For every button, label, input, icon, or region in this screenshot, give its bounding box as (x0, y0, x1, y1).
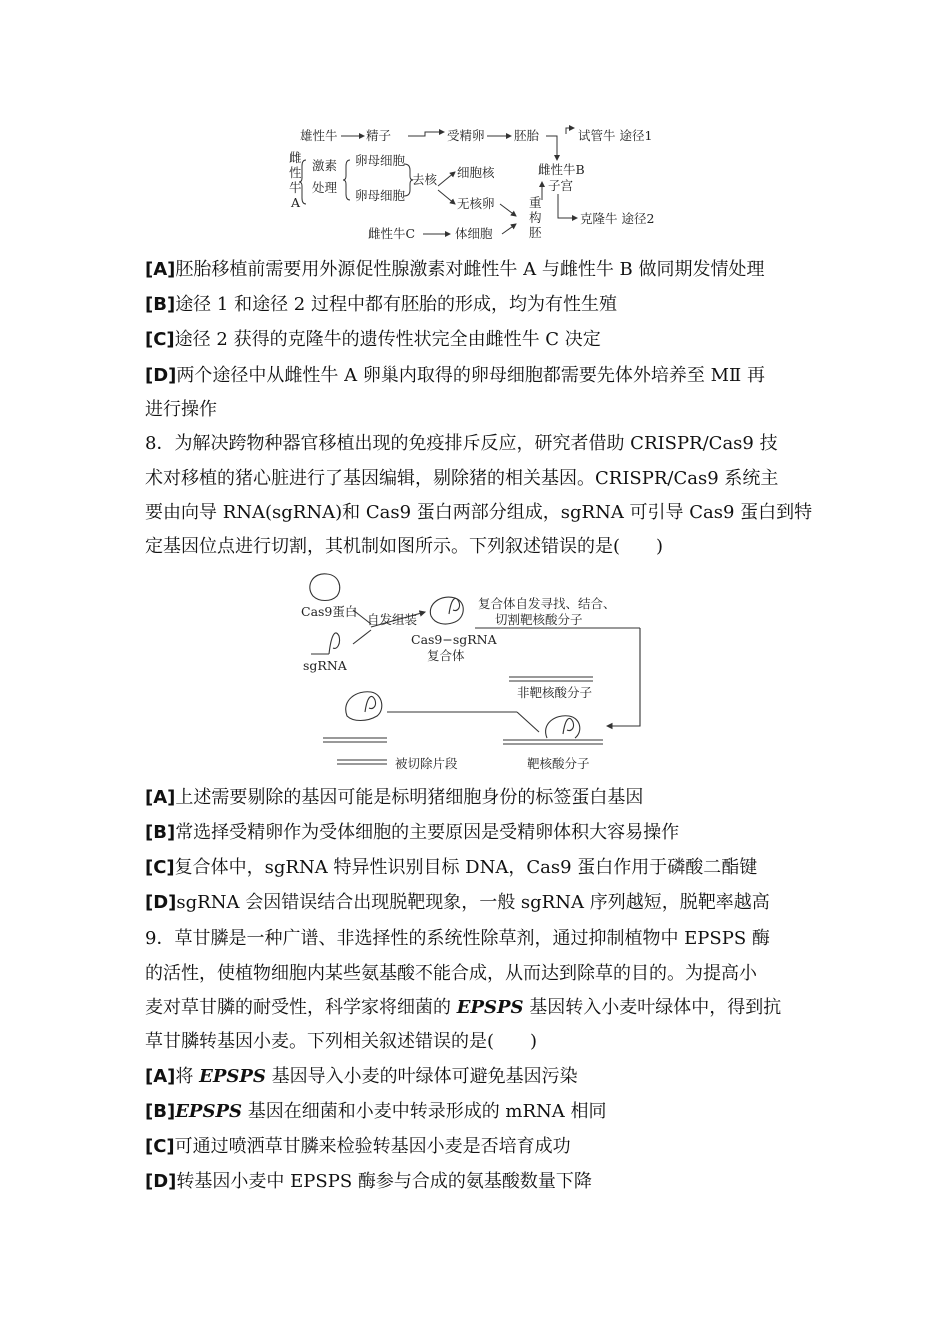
crispr-mechanism-diagram (295, 566, 655, 776)
q8-stem-line-3: 要由向导 RNA(sgRNA)和 Cas9 蛋白两部分组成，sgRNA 可引导 Cas9 蛋白到特 (145, 502, 813, 523)
label-somatic-cell: 体细胞 (455, 226, 493, 241)
label-female-a2: 性 (289, 165, 302, 180)
q9-option-c[interactable] (145, 1135, 571, 1159)
label-female-a4: A (291, 195, 301, 210)
sgrna-shape (311, 633, 340, 654)
q9-stem-line-3-a: 麦对草甘膦的耐受性，科学家将细菌的 (145, 997, 457, 1018)
q8-option-b-label: [B] (145, 822, 176, 843)
label-sperm: 精子 (366, 128, 392, 143)
label-cas9: Cas9蛋白 (301, 604, 358, 619)
label-male: 雄性牛 (300, 128, 338, 143)
q7-option-b[interactable] (145, 293, 617, 317)
q7-option-b-text: 途径 1 和途径 2 过程中都有胚胎的形成，均为有性生殖 (175, 294, 617, 315)
label-embryo: 胚胎 (514, 128, 540, 143)
label-assemble: 自发组装 (367, 612, 418, 627)
q9-option-a-post: 基因导入小麦的叶绿体可避免基因污染 (265, 1066, 578, 1087)
cas9-protein-shape (310, 574, 340, 601)
q9-stem-line-2: 的活性，使植物细胞内某些氨基酸不能合成，从而达到除草的目的。为提高小 (145, 963, 757, 984)
label-cut-fragment: 被切除片段 (395, 756, 458, 771)
label-complex-2: 复合体 (427, 648, 465, 663)
q9-option-b-gene: EPSPS (175, 1101, 242, 1122)
label-uterus: 子宫 (548, 178, 574, 193)
q9-option-c-text: 可通过喷洒草甘膦来检验转基因小麦是否培育成功 (174, 1136, 571, 1157)
label-female-b: 雌性牛B (538, 162, 585, 177)
q7-option-d[interactable] (145, 364, 765, 388)
q8-stem-line-2: 术对移植的猪心脏进行了基因编辑，剔除猪的相关基因。CRISPR/Cas9 系统主 (145, 468, 779, 489)
target-dna-shape (503, 716, 603, 744)
q9-option-b-post: 基因在细菌和小麦中转录形成的 mRNA 相同 (241, 1101, 607, 1122)
label-female-a1: 雌 (289, 150, 302, 165)
q9-stem-line-1: 9．草甘膦是一种广谱、非选择性的系统性除草剂，通过抑制植物中 EPSPS 酶 (145, 928, 770, 949)
label-enucleated-egg: 无核卵 (457, 196, 495, 211)
q9-option-c-label: [C] (145, 1136, 175, 1157)
q8-option-a-text: 上述需要剔除的基因可能是标明猪细胞身份的标签蛋白基因 (175, 787, 644, 808)
label-egg-1: 卵母细胞 (355, 153, 406, 168)
q7-option-d-label: [D] (145, 365, 177, 386)
q7-option-c[interactable] (145, 328, 601, 352)
q7-option-a[interactable] (145, 258, 765, 282)
label-denucleate: 去核 (412, 172, 438, 187)
q8-option-b-text: 常选择受精卵作为受体细胞的主要原因是受精卵体积大容易操作 (175, 822, 680, 843)
q8-option-d-text: sgRNA 会因错误结合出现脱靶现象，一般 sgRNA 序列越短，脱靶率越高 (176, 892, 770, 913)
q7-option-c-label: [C] (145, 329, 175, 350)
cloning-pathway-diagram (280, 120, 700, 250)
q9-option-a-pre: 将 (175, 1066, 200, 1087)
q9-option-b[interactable] (145, 1100, 607, 1124)
q8-option-a-label: [A] (145, 787, 176, 808)
label-search-1: 复合体自发寻找、结合、 (478, 596, 616, 611)
q8-option-c[interactable] (145, 856, 757, 880)
q9-stem-line-4: 草甘膦转基因小麦。下列相关叙述错误的是( ) (145, 1031, 538, 1052)
label-ivf-cow: 试管牛 途径1 (578, 128, 653, 143)
q8-option-a[interactable] (145, 786, 643, 810)
q9-stem-line-3-b: 基因转入小麦叶绿体中，得到抗 (523, 997, 782, 1018)
q8-option-c-label: [C] (145, 857, 175, 878)
q8-option-d[interactable] (145, 891, 770, 915)
label-sgrna: sgRNA (303, 658, 347, 673)
label-zygote: 受精卵 (447, 128, 485, 143)
q9-stem-line-3 (145, 996, 781, 1020)
q8-stem-line-1: 8．为解决跨物种器官移植出现的免疫排斥反应，研究者借助 CRISPR/Cas9 技 (145, 433, 778, 454)
q8-option-b[interactable] (145, 821, 679, 845)
q7-option-c-text: 途径 2 获得的克隆牛的遗传性状完全由雌性牛 C 决定 (174, 329, 601, 350)
q9-option-d-label: [D] (145, 1171, 177, 1192)
q8-option-c-text: 复合体中，sgRNA 特异性识别目标 DNA，Cas9 蛋白作用于磷酸二酯键 (174, 857, 758, 878)
q9-option-b-label: [B] (145, 1101, 176, 1122)
q7-option-a-label: [A] (145, 259, 176, 280)
label-treat: 处理 (312, 180, 338, 195)
q9-option-a-gene: EPSPS (199, 1066, 266, 1087)
q7-option-d-text: 两个途径中从雌性牛 A 卵巢内取得的卵母细胞都需要先体外培养至 MⅡ 再 (176, 365, 765, 386)
q8-option-d-label: [D] (145, 892, 177, 913)
label-female-c: 雌性牛C (368, 226, 416, 241)
label-recon-2: 构 (529, 210, 542, 225)
q7-option-b-label: [B] (145, 294, 176, 315)
q8-stem-line-4: 定基因位点进行切割，其机制如图所示。下列叙述错误的是( ) (145, 536, 664, 557)
q9-option-a-label: [A] (145, 1066, 176, 1087)
q7-option-d-continued: 进行操作 (145, 399, 217, 420)
label-hormone: 激素 (312, 158, 338, 173)
non-target-dna-shape (509, 677, 593, 681)
label-complex-1: Cas9−sgRNA (411, 632, 497, 647)
label-nucleus: 细胞核 (457, 165, 495, 180)
cut-fragment-shape (337, 760, 387, 764)
label-target: 靶核酸分子 (527, 756, 590, 771)
q9-stem-gene: EPSPS (456, 997, 524, 1018)
cut-complex-shape (346, 692, 382, 721)
label-recon-3: 胚 (529, 225, 542, 240)
label-female-a3: 牛 (289, 180, 302, 195)
label-recon-1: 重 (529, 195, 542, 210)
label-clone-cow: 克隆牛 途径2 (580, 211, 655, 226)
q9-option-d-text: 转基因小麦中 EPSPS 酶参与合成的氨基酸数量下降 (176, 1171, 592, 1192)
label-egg-2: 卵母细胞 (355, 188, 406, 203)
q9-option-d[interactable] (145, 1170, 592, 1194)
q7-option-a-text: 胚胎移植前需要用外源促性腺激素对雌性牛 A 与雌性牛 B 做同期发情处理 (175, 259, 765, 280)
label-non-target: 非靶核酸分子 (517, 685, 593, 700)
label-search-2: 切割靶核酸分子 (495, 612, 583, 627)
q9-option-a[interactable] (145, 1065, 578, 1089)
